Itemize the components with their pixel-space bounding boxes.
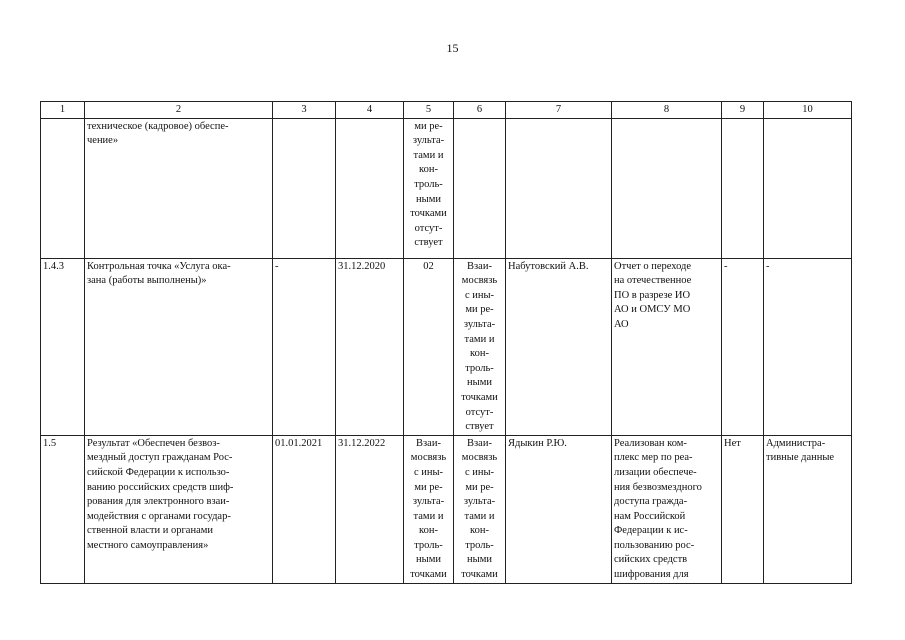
cell-text-line: 31.12.2020	[338, 260, 386, 272]
relation-cell	[454, 258, 506, 435]
cell-text-line: ванию российских средств шиф-	[87, 481, 234, 493]
cell-text-line: кон-	[470, 525, 489, 537]
column-number: 9	[722, 102, 764, 119]
responsible-cell	[506, 258, 612, 435]
cell-text-line: 31.12.2022	[338, 437, 386, 449]
cell-text-line: ными	[416, 554, 441, 566]
result-description-cell	[612, 258, 722, 435]
cell-text-line: Контрольная точка «Услуга ока-	[87, 260, 231, 272]
cell-text-line: точками	[461, 569, 498, 581]
cell-text-line: плекс мер по реа-	[614, 452, 693, 464]
cell-text-line: чение»	[87, 135, 119, 147]
cell-text-line: Ядыкин Р.Ю.	[508, 437, 567, 449]
cell-text-line: Взаи-	[467, 260, 492, 272]
cell-text-line: 02	[423, 260, 434, 272]
cell-text-line: Результат «Обеспечен безвоз-	[87, 437, 220, 449]
cell-text-line: тами и	[464, 333, 495, 345]
column-number: 3	[273, 102, 336, 119]
column-number: 1	[41, 102, 85, 119]
cell-text-line: ми ре-	[465, 481, 494, 493]
level-cell	[404, 435, 454, 583]
row-number-cell	[41, 435, 85, 583]
title-cell	[85, 118, 273, 258]
cell-text-line: троль-	[414, 178, 443, 190]
responsible-cell	[506, 435, 612, 583]
cell-text-line: Отчет о переходе	[614, 260, 692, 272]
cell-text-line: точками	[410, 208, 447, 220]
row-number-cell	[41, 258, 85, 435]
source-cell	[764, 258, 852, 435]
cell-text-line: АО и ОМСУ МО	[614, 304, 691, 316]
cell-text-line: доступа гражда-	[614, 496, 688, 508]
cell-text-line: Набутовский А.В.	[508, 260, 589, 272]
cell-text-line: мосвязь	[410, 452, 447, 464]
cell-text-line: с ины-	[464, 289, 495, 301]
cell-text-line: -	[724, 260, 728, 272]
cell-text-line: мосвязь	[461, 275, 498, 287]
cell-text-line: -	[275, 260, 279, 272]
cell-text-line: зана (работы выполнены)»	[87, 275, 207, 287]
flag-cell	[722, 118, 764, 258]
cell-text-line: рования для электронного взаи-	[87, 496, 230, 508]
cell-text-line: модействия с органами государ-	[87, 510, 231, 522]
end-date-cell	[336, 118, 404, 258]
column-number: 7	[506, 102, 612, 119]
cell-text-line: отсут-	[414, 222, 443, 234]
end-date-cell	[336, 435, 404, 583]
cell-text-line: с ины-	[464, 466, 495, 478]
cell-text-line: троль-	[465, 539, 494, 551]
cell-text-line: зульта-	[412, 135, 445, 147]
title-cell	[85, 435, 273, 583]
column-number: 10	[764, 102, 852, 119]
table-row	[41, 435, 852, 583]
cell-text-line: сийских средств	[614, 554, 688, 566]
column-number: 4	[336, 102, 404, 119]
title-cell	[85, 258, 273, 435]
cell-text-line: ными	[467, 554, 492, 566]
cell-text-line: мосвязь	[461, 452, 498, 464]
cell-text-line: Реализован ком-	[614, 437, 687, 449]
cell-text-line: нам Российской	[614, 510, 686, 522]
cell-text-line: точками	[410, 569, 447, 581]
cell-text-line: Федерации к ис-	[614, 525, 688, 537]
flag-cell	[722, 258, 764, 435]
start-date-cell	[273, 435, 336, 583]
cell-text-line: шифрования для	[614, 569, 689, 581]
cell-text-line: точками	[461, 391, 498, 403]
column-number: 6	[454, 102, 506, 119]
end-date-cell	[336, 258, 404, 435]
source-cell	[764, 435, 852, 583]
column-number: 8	[612, 102, 722, 119]
cell-text-line: троль-	[465, 362, 494, 374]
result-description-cell	[612, 435, 722, 583]
cell-text-line: 1.4.3	[43, 260, 64, 272]
cell-text-line: ными	[416, 193, 441, 205]
page-number: 15	[446, 41, 459, 55]
cell-text-line: ствует	[414, 237, 443, 249]
cell-text-line: тивные данные	[766, 452, 835, 464]
start-date-cell	[273, 118, 336, 258]
column-number: 2	[85, 102, 273, 119]
cell-text-line: отсут-	[465, 406, 494, 418]
relation-cell	[454, 435, 506, 583]
cell-text-line: ПО в разрезе ИО	[614, 289, 691, 301]
cell-text-line: ми ре-	[465, 304, 494, 316]
cell-text-line: местного самоуправления»	[87, 539, 209, 551]
level-cell	[404, 118, 454, 258]
cell-text-line: зульта-	[412, 496, 445, 508]
plan-table	[40, 101, 852, 584]
cell-text-line: Взаи-	[416, 437, 441, 449]
start-date-cell	[273, 258, 336, 435]
row-number-cell	[41, 118, 85, 258]
cell-text-line: сийской Федерации к использо-	[87, 466, 230, 478]
cell-text-line: ми ре-	[414, 120, 443, 132]
cell-text-line: на отечественное	[614, 275, 692, 287]
cell-text-line: техническое (кадровое) обеспе-	[87, 120, 229, 132]
cell-text-line: с ины-	[413, 466, 444, 478]
source-cell	[764, 118, 852, 258]
level-cell	[404, 258, 454, 435]
table-row	[41, 258, 852, 435]
cell-text-line: пользованию рос-	[614, 539, 695, 551]
cell-text-line: ственной власти и органами	[87, 525, 214, 537]
cell-text-line: -	[766, 260, 770, 272]
cell-text-line: ния безвозмездного	[614, 481, 702, 493]
relation-cell	[454, 118, 506, 258]
cell-text-line: ствует	[465, 421, 494, 433]
column-number: 5	[404, 102, 454, 119]
cell-text-line: тами и	[413, 510, 444, 522]
cell-text-line: 01.01.2021	[275, 437, 323, 449]
cell-text-line: ными	[467, 377, 492, 389]
cell-text-line: троль-	[414, 539, 443, 551]
cell-text-line: тами и	[464, 510, 495, 522]
cell-text-line: Нет	[724, 437, 741, 449]
cell-text-line: ми ре-	[414, 481, 443, 493]
cell-text-line: тами и	[413, 149, 444, 161]
cell-text-line: зульта-	[463, 496, 496, 508]
table-row	[41, 118, 852, 258]
cell-text-line: кон-	[419, 525, 438, 537]
cell-text-line: Взаи-	[467, 437, 492, 449]
cell-text-line: 1.5	[43, 437, 57, 449]
cell-text-line: Администра-	[766, 437, 826, 449]
cell-text-line: зульта-	[463, 318, 496, 330]
flag-cell	[722, 435, 764, 583]
responsible-cell	[506, 118, 612, 258]
result-description-cell	[612, 118, 722, 258]
cell-text-line: АО	[614, 318, 629, 330]
cell-text-line: кон-	[470, 348, 489, 360]
cell-text-line: мездный доступ гражданам Рос-	[87, 452, 233, 464]
cell-text-line: кон-	[419, 164, 438, 176]
column-number-row	[41, 102, 852, 119]
cell-text-line: лизации обеспече-	[614, 466, 697, 478]
